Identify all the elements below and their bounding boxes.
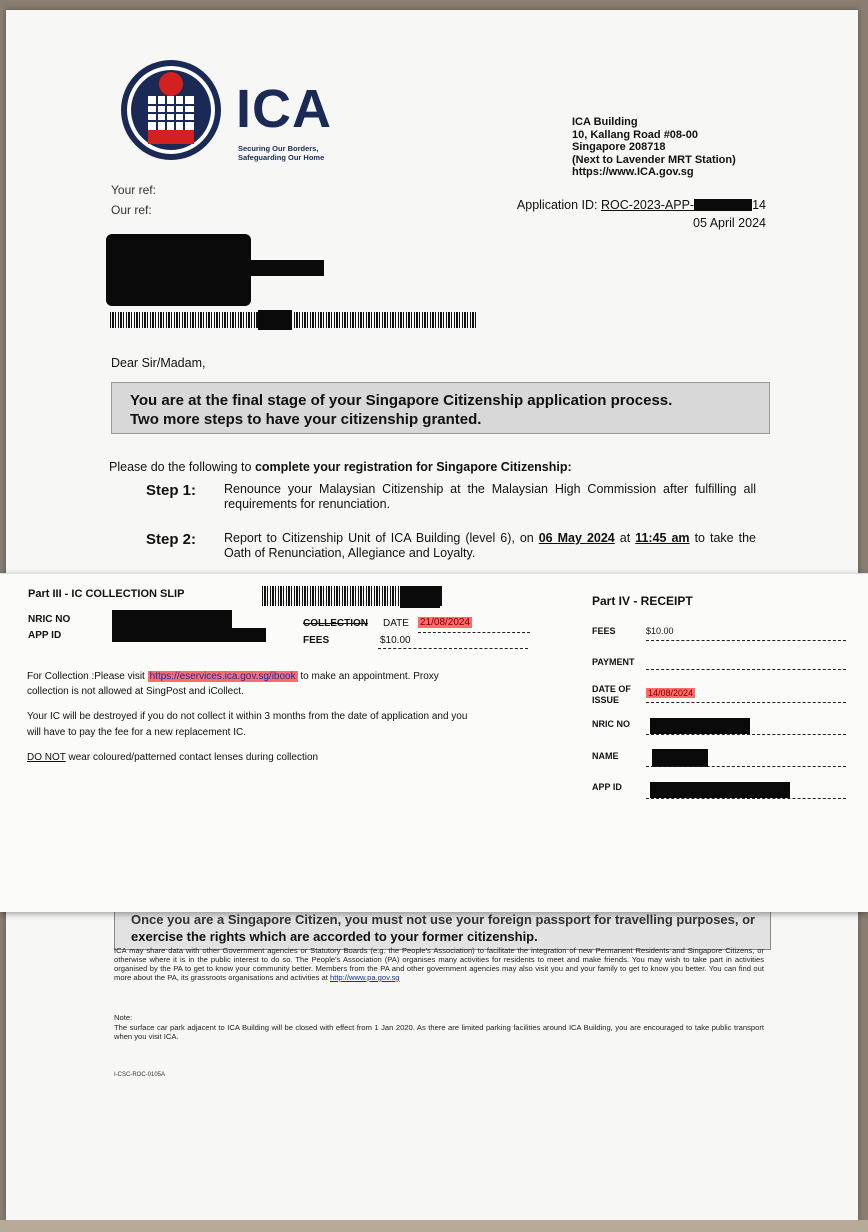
nric-label: NRIC NO <box>28 614 71 625</box>
step-2-date: 06 May 2024 <box>538 531 615 545</box>
receipt-nric-label: NRIC NO <box>592 719 630 729</box>
ica-address <box>572 116 736 179</box>
table-surface <box>0 1220 868 1232</box>
form-code: I-CSC-ROC-0105A <box>114 1072 166 1078</box>
letter-date: 05 April 2024 <box>693 216 766 230</box>
step-1-text: Renounce your Malaysian Citizenship at the Malaysian High Commission after fulfilling all requirements for renunciation. <box>224 482 756 511</box>
note-label: Note: <box>114 1013 133 1022</box>
address-line: https://www.ICA.gov.sg <box>572 166 694 178</box>
address-line: (Next to Lavender MRT Station) <box>572 153 736 166</box>
intro-text-bold: complete your registration for Singapore Citizenship: <box>254 460 572 474</box>
receipt-payment-label: PAYMENT <box>592 657 635 667</box>
application-id-label: Application ID: <box>516 198 598 212</box>
logo-text: ICA <box>236 79 332 139</box>
receipt-date-value: 14/08/2024 <box>648 688 694 698</box>
receipt-date-label: DATE OF <box>592 684 631 694</box>
dotted-line <box>646 734 846 735</box>
application-id-value: ROC-2023-APP- <box>601 198 695 212</box>
step-2-part: to take the Oath of Renunciation, Allegiance and Loyalty. <box>224 531 756 560</box>
dotted-line <box>646 766 846 767</box>
collection-label: COLLECTION <box>303 618 368 629</box>
receipt-nric-redaction <box>650 718 750 734</box>
receipt-fees-label: FEES <box>592 626 616 636</box>
ibook-link[interactable]: https://eservices.ica.gov.sg/ibook <box>149 671 296 682</box>
application-id-suffix: 14 <box>752 198 766 212</box>
receipt-name-redaction <box>652 749 708 767</box>
dotted-line <box>418 632 530 633</box>
lenses-warning <box>27 752 318 763</box>
application-id <box>517 198 766 212</box>
banner-line: You are at the final stage of your Singapore Citizenship application process. <box>130 392 673 409</box>
logo-tagline: Safeguarding Our Home <box>238 153 325 162</box>
address-line: ICA Building <box>572 116 638 128</box>
recipient-redaction <box>106 234 251 306</box>
ica-logo <box>114 58 359 163</box>
receipt-appid-label: APP ID <box>592 782 622 792</box>
collection-text: to make an appointment. Proxy <box>297 671 439 682</box>
collection-date: 21/08/2024 <box>420 617 471 628</box>
collection-text: collection is not allowed at SingPost and iCollect. <box>27 686 244 697</box>
appid-redaction <box>226 628 266 642</box>
step-2-text <box>224 531 756 561</box>
part4-title: Part IV - RECEIPT <box>592 594 693 608</box>
greeting: Dear Sir/Madam, <box>111 356 206 370</box>
warning-line: Once you are a Singapore Citizen, you must not use your foreign passport for travelling purposes, or <box>131 912 756 927</box>
step-2-part: Report to Citizenship Unit of ICA Building (level 6), on <box>224 531 539 545</box>
address-line: 10, Kallang Road #08-00 <box>572 128 698 141</box>
destroy-warning: will have to pay the fee for a new replacement IC. <box>27 727 247 738</box>
do-not-text: DO NOT <box>27 752 66 763</box>
warning-line: exercise the rights which are accorded to your former citizenship. <box>131 929 538 944</box>
receipt-date-label: ISSUE <box>592 695 620 705</box>
pa-link[interactable]: http://www.pa.gov.sg <box>329 973 400 982</box>
step-2-time: 11:45 am <box>635 531 690 545</box>
our-ref: Our ref: <box>111 203 152 217</box>
ica-seal-icon <box>114 58 229 163</box>
lenses-text: wear coloured/patterned contact lenses during collection <box>65 752 319 763</box>
step-1-label: Step 1: <box>146 482 197 499</box>
receipt-appid-redaction <box>650 782 790 798</box>
appid-label: APP ID <box>28 630 62 641</box>
dotted-line <box>646 640 846 641</box>
barcode-redaction <box>258 310 292 330</box>
instructions-intro <box>109 460 572 474</box>
address-line: Singapore 208718 <box>572 141 666 153</box>
address-barcode <box>110 312 476 328</box>
recipient-redaction <box>246 260 324 276</box>
your-ref: Your ref: <box>111 183 156 197</box>
barcode-redaction <box>400 586 440 608</box>
dotted-line <box>646 669 846 670</box>
receipt-name-label: NAME <box>592 751 619 761</box>
nric-redaction <box>112 610 232 642</box>
fees-label: FEES <box>303 635 330 646</box>
dotted-line <box>646 702 846 703</box>
receipt-fees-value: $10.00 <box>646 626 674 636</box>
banner-line: Two more steps to have your citizenship granted. <box>130 411 482 428</box>
notice-banner <box>111 382 770 434</box>
data-sharing-text: ICA may share data with other Government agencies or Statutory Boards (e.g. the People's Association) to facilitate the integration of new Permanent Residents and Singapore Citizens, or otherwise where it is in the public interest to do so. The People's Association (PA) organises many activities for residents to meet and make friends. You may wish to take part in activities organised by the PA to get to know your community better. Members from the PA and other government agencies may also visit you and your family to get to know you better. You can find out more about the PA, its grassroots organisations and activities at <box>114 946 764 982</box>
intro-text: Please do the following to <box>109 460 255 474</box>
fees-value: $10.00 <box>380 635 411 646</box>
ic-collection-slip <box>0 573 868 912</box>
collection-text: For Collection :Please visit <box>27 671 148 682</box>
step-2-label: Step 2: <box>146 531 197 548</box>
logo-tagline: Securing Our Borders, <box>238 144 319 153</box>
collection-instructions <box>27 671 439 682</box>
application-id-redaction <box>694 199 752 211</box>
dotted-line <box>646 798 846 799</box>
step-2-part: at <box>614 531 636 545</box>
passport-warning-bar <box>114 910 771 950</box>
collection-date-label: DATE <box>383 618 409 629</box>
dotted-line <box>378 648 528 649</box>
destroy-warning: Your IC will be destroyed if you do not collect it within 3 months from the date of application and you <box>27 711 468 722</box>
data-sharing-paragraph <box>114 946 764 982</box>
part3-title: Part III - IC COLLECTION SLIP <box>28 588 185 600</box>
note-text: The surface car park adjacent to ICA Building will be closed with effect from 1 Jan 2020. As there are limited parking facilities around ICA Building, you are encouraged to take public transport when you visit ICA. <box>114 1023 764 1041</box>
